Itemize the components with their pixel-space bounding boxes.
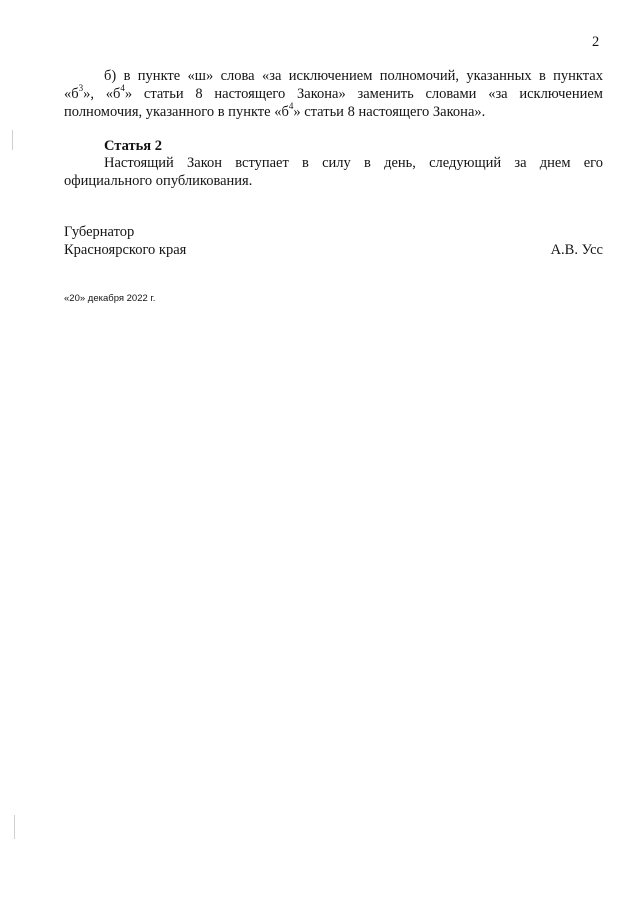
superscript: 3	[78, 83, 84, 94]
amendment-text-segment: полномочия, указанного в пункте «б	[64, 104, 289, 120]
scan-artifact	[14, 815, 15, 839]
superscript: 4	[120, 83, 125, 94]
amendment-text-segment: » статьи 8 настоящего Закона» заменить словами «за исключением	[124, 86, 603, 102]
page-number: 2	[592, 34, 600, 50]
article-2-line-2: официального опубликования.	[64, 173, 253, 189]
signatory-title-line-2: Красноярского края	[64, 242, 187, 258]
amendment-text-segment: «б	[64, 86, 79, 102]
amendment-line-3	[64, 103, 603, 121]
article-2-line-1: Настоящий Закон вступает в силу в день, следующий за днем его	[104, 155, 603, 171]
signature-row	[64, 241, 603, 259]
amendment-b-text	[64, 67, 603, 121]
signature-block	[64, 223, 603, 259]
scan-artifact	[12, 130, 13, 150]
document-date: «20» декабря 2022 г.	[64, 293, 156, 304]
article-2-heading: Статья 2	[104, 138, 162, 154]
superscript: 4	[288, 101, 294, 112]
amendment-line-1: б) в пункте «ш» слова «за исключением полномочий, указанных в пунктах	[104, 68, 603, 84]
article-2-body	[64, 154, 603, 190]
amendment-text-segment: », «б	[83, 86, 121, 102]
signatory-title-line-1: Губернатор	[64, 224, 135, 240]
amendment-line-2	[64, 85, 603, 103]
signatory-name: А.В. Усс	[550, 242, 603, 258]
amendment-paragraph	[64, 67, 603, 121]
amendment-text-segment: » статьи 8 настоящего Закона».	[293, 104, 486, 120]
